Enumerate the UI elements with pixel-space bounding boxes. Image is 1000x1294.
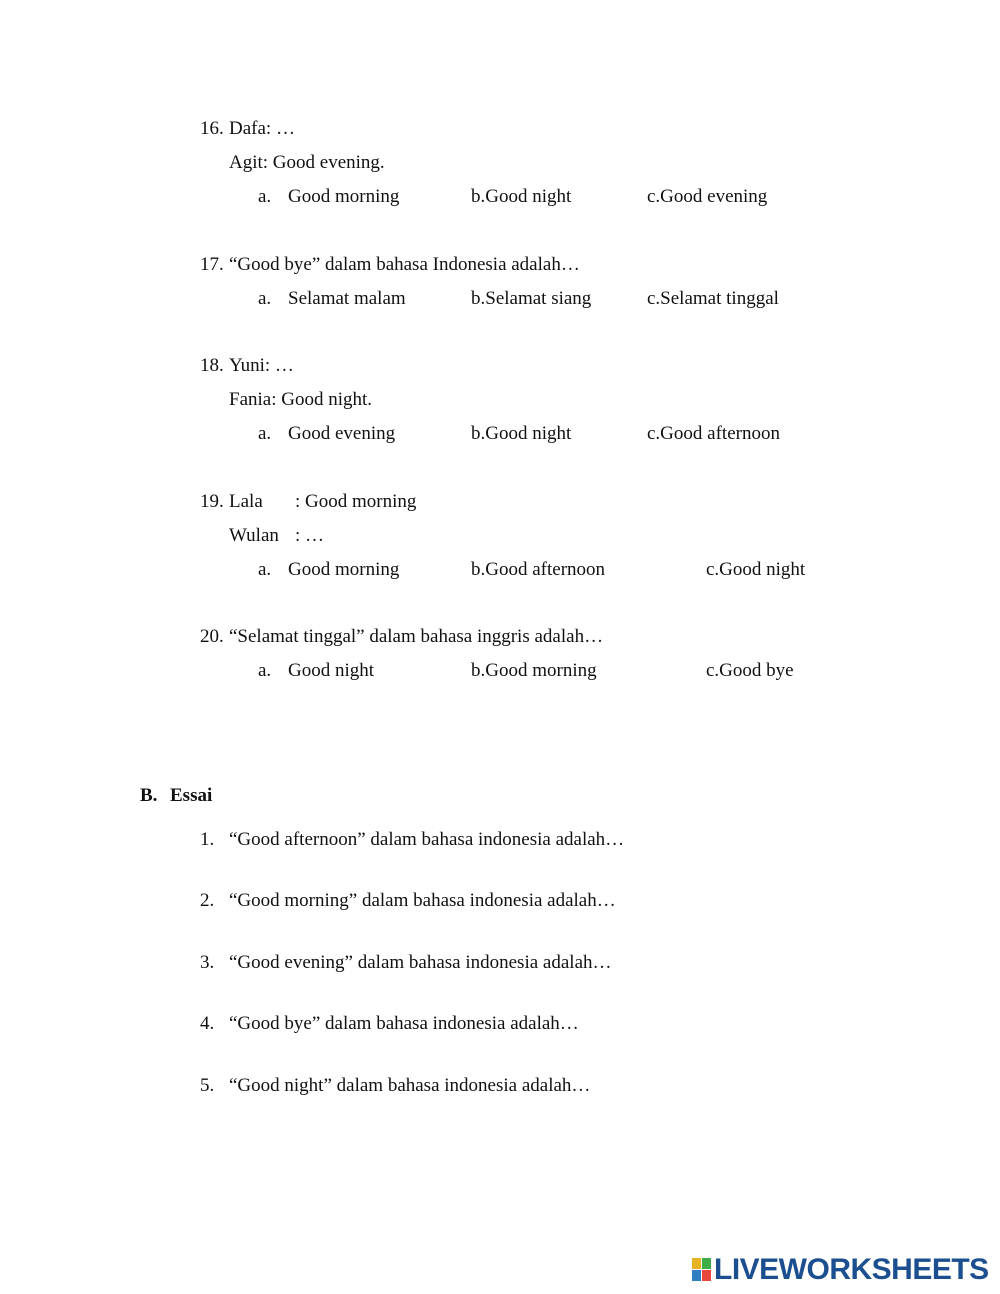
option-a-marker: a.: [258, 186, 272, 207]
essay-item: “Good afternoon” dalam bahasa indonesia adalah…: [229, 829, 625, 850]
option-c[interactable]: c.Good evening: [647, 186, 768, 207]
speaker-name: Lala: [229, 491, 263, 512]
option-a[interactable]: Good morning: [288, 186, 400, 207]
question-line: Yuni: …: [229, 355, 294, 376]
option-b[interactable]: b.Good night: [471, 186, 572, 207]
option-a[interactable]: Good night: [288, 660, 375, 681]
option-a[interactable]: Selamat malam: [288, 288, 406, 309]
question-line: Fania: Good night.: [229, 389, 373, 410]
option-b[interactable]: b.Selamat siang: [471, 288, 592, 309]
question-number: 20.: [200, 626, 224, 647]
speaker-name: Wulan: [229, 525, 279, 546]
option-a-marker: a.: [258, 660, 272, 681]
option-a-marker: a.: [258, 559, 272, 580]
option-a-marker: a.: [258, 423, 272, 444]
essay-item-number: 4.: [200, 1013, 215, 1034]
essay-item-number: 3.: [200, 952, 215, 973]
logo-text: LIVEWORKSHEETS: [714, 1253, 989, 1286]
question-line: “Selamat tinggal” dalam bahasa inggris adalah…: [229, 626, 604, 647]
option-a-marker: a.: [258, 288, 272, 309]
question-line: Dafa: …: [229, 118, 295, 139]
question-number: 16.: [200, 118, 224, 139]
option-c[interactable]: c.Good night: [706, 559, 806, 580]
essay-item-number: 2.: [200, 890, 215, 911]
liveworksheets-logo-icon: [692, 1258, 712, 1282]
essay-item: “Good night” dalam bahasa indonesia adalah…: [229, 1075, 591, 1096]
option-c[interactable]: c.Selamat tinggal: [647, 288, 779, 309]
option-c[interactable]: c.Good afternoon: [647, 423, 780, 444]
option-a[interactable]: Good evening: [288, 423, 396, 444]
section-heading: Essai: [170, 785, 213, 806]
question-number: 18.: [200, 355, 224, 376]
dialogue-line: : Good morning: [295, 491, 417, 512]
option-b[interactable]: b.Good afternoon: [471, 559, 606, 580]
question-line: Agit: Good evening.: [229, 152, 385, 173]
essay-item-number: 1.: [200, 829, 215, 850]
question-line: “Good bye” dalam bahasa Indonesia adalah…: [229, 254, 580, 275]
section-letter: B.: [140, 785, 158, 806]
essay-item: “Good morning” dalam bahasa indonesia adalah…: [229, 890, 616, 911]
option-a[interactable]: Good morning: [288, 559, 400, 580]
liveworksheets-logo[interactable]: [692, 1254, 989, 1286]
question-number: 17.: [200, 254, 224, 275]
essay-item-number: 5.: [200, 1075, 215, 1096]
question-number: 19.: [200, 491, 224, 512]
essay-item: “Good bye” dalam bahasa indonesia adalah…: [229, 1013, 579, 1034]
option-b[interactable]: b.Good morning: [471, 660, 597, 681]
dialogue-line: : …: [295, 525, 325, 546]
option-b[interactable]: b.Good night: [471, 423, 572, 444]
essay-item: “Good evening” dalam bahasa indonesia adalah…: [229, 952, 612, 973]
option-c[interactable]: c.Good bye: [706, 660, 794, 681]
